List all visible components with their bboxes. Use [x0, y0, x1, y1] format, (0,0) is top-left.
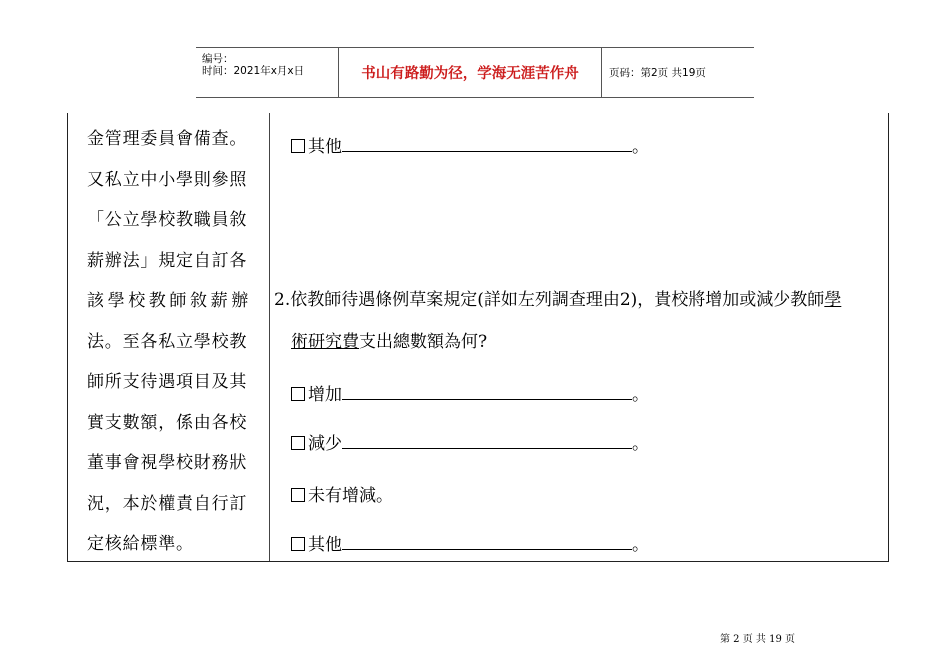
option-decrease[interactable]: [291, 429, 649, 454]
option-label: 其他: [308, 137, 342, 157]
blank-line[interactable]: [342, 385, 632, 400]
left-line: 該學校教師敘薪辦: [87, 291, 252, 311]
time-label: 时间：2021年x月x日: [202, 65, 305, 77]
period: 。: [632, 385, 649, 405]
page-label: 页码：第2页 共19页: [609, 67, 706, 79]
option-label: 增加: [308, 385, 342, 405]
checkbox[interactable]: [291, 139, 305, 153]
left-line: 況，本於權責自行訂: [87, 493, 248, 514]
option-increase[interactable]: [291, 380, 649, 405]
option-label: 其他: [308, 535, 342, 555]
option-label: 未有增減。: [308, 486, 393, 506]
option-other-top[interactable]: [291, 132, 649, 157]
left-line: 又私立中小學則參照: [87, 169, 248, 190]
question-2-cont: [291, 327, 487, 352]
page-footer: 第 2 页 共 19 页: [720, 634, 795, 645]
left-line: 「公立學校教職員敘: [87, 210, 248, 230]
checkbox[interactable]: [291, 537, 305, 551]
question-text: 支出總數額為何?: [359, 332, 488, 352]
option-no-change[interactable]: [291, 481, 393, 506]
checkbox[interactable]: [291, 488, 305, 502]
period: 。: [632, 137, 649, 157]
question-2: [274, 285, 841, 310]
serial-label: 编号：: [202, 53, 234, 65]
blank-line[interactable]: [342, 535, 632, 550]
left-line: 定核給標準。: [87, 534, 194, 554]
left-line: 薪辦法」規定自訂各: [87, 250, 248, 271]
blank-line[interactable]: [342, 137, 632, 152]
left-line: 師所支待遇項目及其: [87, 372, 248, 392]
left-line: 實支數額，係由各校: [87, 412, 248, 433]
question-underlined: 術研究費: [291, 332, 359, 352]
period: 。: [632, 535, 649, 555]
left-line: 金管理委員會備查。: [87, 129, 248, 149]
checkbox[interactable]: [291, 436, 305, 450]
left-line: 董事會視學校財務狀: [87, 453, 248, 473]
period: 。: [632, 434, 649, 454]
question-underlined: 學: [824, 290, 842, 310]
question-text: 2.依教師待遇條例草案規定(詳如左列調查理由2)，貴校將增加或減少教師: [274, 290, 825, 310]
right-options: [272, 113, 888, 561]
survey-table: [67, 113, 889, 562]
option-label: 減少: [308, 434, 342, 454]
checkbox[interactable]: [291, 387, 305, 401]
left-reason-text: [87, 119, 271, 565]
page-header: [196, 47, 754, 98]
blank-line[interactable]: [342, 434, 632, 449]
header-meta: [196, 48, 338, 97]
option-other-bottom[interactable]: [291, 530, 649, 555]
left-line: 法。至各私立學校教: [87, 331, 248, 352]
motto: 书山有路勤为径，学海无涯苦作舟: [338, 48, 602, 97]
